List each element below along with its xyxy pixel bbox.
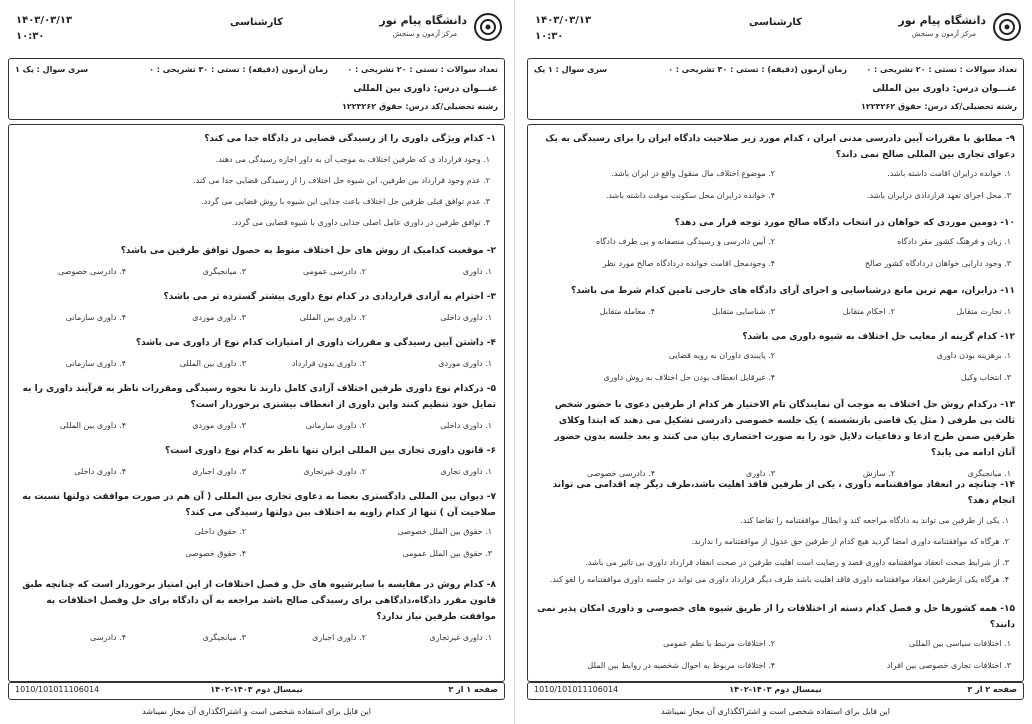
degree-level: کارشناسی: [230, 17, 283, 28]
page-number: صفحه ۱ از ۳: [448, 685, 498, 694]
question-text: ۴- داشتن آیین رسیدگی و مقررات داوری از امتیازات کدام نوع از داوری می باشد؟: [135, 338, 496, 348]
option-4[interactable]: ۴. غیرقابل انعطاف بودن حل اختلاف به روش داوری: [603, 373, 775, 382]
question-3: [17, 289, 496, 329]
option-1[interactable]: ۱. برهزینه بودن داوری: [936, 351, 1011, 360]
question-text: ۱۳- درکدام روش حل اختلاف به موجب آن نمایندگان تام الاختیار هر کدام از طرفین دعوی با حضور شخص ثالث بی طرفی ( مثل یک قاضی بازنشسته ) یک جلسه خصوصی دادرسی تشکیل می دهند که ابتدا وکلای طرفین ضمن طرح ادعا و دفاعیات دلایل خود را به صورت اختصاری بیان می کنند و بعد جلسه بدون حضور آنان ادامه می یابد؟: [554, 400, 1015, 458]
option-3[interactable]: ۳. انتخاب وکیل: [960, 373, 1011, 382]
university-name: دانشگاه پیام نور: [379, 14, 467, 27]
page-number: صفحه ۲ از ۳: [967, 685, 1017, 694]
questions-area: [527, 124, 1024, 682]
page-footer: [8, 682, 505, 700]
exam-page-2: [523, 6, 1028, 718]
questions-area: [8, 124, 505, 682]
copyright-notice: این فایل برای استفاده شخصی است و اشتراکگذاری آن مجاز نمیباشد: [661, 707, 890, 716]
question-4: [17, 335, 496, 375]
option-2[interactable]: ۲. عدم وجود قرارداد بین طرفین، این شیوه حل اختلاف را از رسیدگی قضایی جدا می کند.: [193, 176, 490, 185]
exam-date: ۱۴۰۳/۰۳/۱۳: [535, 15, 592, 26]
time-limit: زمان آزمون (دقیقه) : تستی : ۳۰ تشریحی : ۰: [149, 65, 328, 74]
option-2[interactable]: ۲. آیین دادرسی و رسیدگی منصفانه و بی طرف دادگاه: [595, 237, 775, 246]
page-footer: [527, 682, 1024, 700]
option-1[interactable]: ۱. تجارت متقابل: [956, 307, 1011, 316]
option-3[interactable]: ۳. داوری اجباری: [192, 467, 246, 476]
exam-code: 1010/101011106014: [15, 685, 100, 694]
question-text: ۱۱- درایران، مهم ترین مانع درشناسایی و اجرای آرای دادگاه های خارجی تامین کدام شرط می باشد؟: [570, 286, 1015, 296]
exam-page-1: [4, 6, 509, 718]
option-4[interactable]: ۴. داوری سازمانی: [65, 359, 126, 368]
option-1[interactable]: ۱. میانجیگری: [967, 469, 1011, 478]
option-2[interactable]: ۲. داوری غیرتجاری: [303, 467, 366, 476]
option-1[interactable]: ۱. یکی از طرفین می تواند به دادگاه مراجعه کند و ابطال موافقتنامه را تقاضا کند.: [740, 516, 1009, 525]
option-1[interactable]: ۱. اختلافات سیاسی بین المللی: [908, 639, 1011, 648]
question-text: ۱۵- همه کشورها حل و فصل کدام دسته از اختلافات را از طریق شیوه های خصوصی و داوری امکان پذیر نمی دانند؟: [537, 604, 1015, 630]
option-3[interactable]: ۳. میانجیگری: [202, 267, 246, 276]
question-8: [17, 577, 496, 649]
option-2[interactable]: ۲. احکام متقابل: [842, 307, 895, 316]
option-4[interactable]: ۴. داوری داخلی: [74, 467, 126, 476]
option-3[interactable]: ۳. داوری موردی: [192, 421, 246, 430]
page-header: [529, 10, 1022, 48]
page-divider: [514, 0, 515, 724]
question-text: ۱- کدام ویژگی داوری را از رسیدگی قضایی در دادگاه جدا می کند؟: [204, 134, 496, 144]
option-4[interactable]: ۴. داوری بین المللی: [59, 421, 126, 430]
series-number: سری سوال : ۱ یک: [534, 65, 608, 74]
exam-code: 1010/101011106014: [534, 685, 619, 694]
time-limit: زمان آزمون (دقیقه) : تستی : ۳۰ تشریحی : ۰: [668, 65, 847, 74]
option-3[interactable]: ۳. وجود دارایی خواهان دردادگاه کشور صالح: [864, 259, 1011, 268]
question-6: [17, 443, 496, 483]
option-2[interactable]: ۲. داوری بدون قرارداد: [291, 359, 366, 368]
option-4[interactable]: ۴. دادرسی: [90, 633, 126, 642]
question-text: ۱۴- چنانچه در انعقاد موافقتنامه داوری ، یکی از طرفین فاقد اهلیت باشد،طرف دیگر چه اقدامی می تواند انجام دهد؟: [552, 480, 1015, 506]
option-1[interactable]: ۱. داوری تجاری: [440, 467, 492, 476]
option-2[interactable]: ۲. حقوق داخلی: [194, 527, 246, 536]
exam-info-box: [527, 58, 1024, 120]
question-11: [536, 283, 1015, 323]
question-text: ۹- مطابق با مقررات آیین دادرسی مدنی ایران ، کدام مورد زیر صلاحیت دادگاه ایران را برای رسیدگی به یک دعوای تجاری بین المللی صالح نمی داند؟: [545, 134, 1015, 160]
page-header: [10, 10, 503, 48]
question-text: ۱۲- کدام گزینه از معایب حل اختلاف به شیوه داوری می باشد؟: [742, 332, 1015, 342]
option-3[interactable]: ۳. از شرایط صحت انعقاد موافقتنامه داوری قصد و رضایت است اهلیت طرفین در صحت انعقاد قرارداد داوری بی تاثیر می باشد.: [585, 558, 1009, 567]
question-9: [536, 131, 1015, 207]
series-number: سری سوال : یک ۱: [15, 65, 89, 74]
question-count: تعداد سوالات : تستی : ۲۰ تشریحی : ۰: [866, 65, 1017, 74]
option-2[interactable]: ۲. داوری سازمانی: [305, 421, 366, 430]
option-4[interactable]: ۴. خوانده درایران محل سکونت موقت داشته باشد.: [605, 191, 775, 200]
question-14: [536, 477, 1015, 587]
question-count: تعداد سوالات : تستی : ۲۰ تشریحی : ۰: [347, 65, 498, 74]
option-1[interactable]: ۱. حقوق بین الملل خصوصی: [397, 527, 492, 536]
option-4[interactable]: ۴. هرگاه یکی ازطرفین انعقاد موافقتنامه داوری فاقد اهلیت باشد طرف دیگر قرارداد داوری می تواند در جلسه داوری موافقتنامه را لغو کند.: [549, 575, 1009, 584]
degree-level: کارشناسی: [749, 17, 802, 28]
question-text: ۷- دیوان بین المللی دادگستری بعضا به دعاوی تجاری بین المللی ( آن هم در صورت موافقت دولتها نسبت به صلاحیت آن ) تنها از کدام زاویه به اختلاف بین دولتها رسیدگی می کند؟: [22, 492, 496, 518]
option-2[interactable]: ۲. دادرسی عمومی: [303, 267, 366, 276]
option-1[interactable]: ۱. زبان و فرهنگ کشور مقر دادگاه: [897, 237, 1011, 246]
option-1[interactable]: ۱. وجود قرارداد ی که طرفین اختلاف به موجب آن به داور اجازه رسیدگی می دهند.: [215, 155, 490, 164]
center-name: مرکز آزمون و سنجش: [911, 30, 976, 38]
option-2[interactable]: ۲. هرگاه که موافقتنامه داوری امضا گردید هیچ کدام از طرفین حق عدول از موافقتنامه را ندارند.: [691, 537, 1009, 546]
question-text: ۸- کدام روش در مقایسه با سایرشیوه های حل و فصل اختلافات از این امتیاز برخوردار است که چنانچه طبق قانون مقرر دادگاه،دادگاهی برای رسیدگی صالح باشد مراجعه به آن دادگاه برای حل وفصل اختلافات به موافقت طرفین نیاز ندارد؟: [22, 580, 496, 622]
option-3[interactable]: ۳. شناسایی متقابل: [712, 307, 775, 316]
question-5: [17, 381, 496, 437]
exam-time: ۱۰:۳۰: [535, 31, 564, 42]
center-name: مرکز آزمون و سنجش: [392, 30, 457, 38]
option-1[interactable]: ۱. داوری: [462, 267, 492, 276]
question-10: [536, 215, 1015, 275]
question-text: ۱۰- دومین موردی که خواهان در انتخاب دادگاه صالح مورد توجه قرار می دهد؟: [674, 218, 1015, 228]
question-7: [17, 489, 496, 565]
option-3[interactable]: ۳. میانجیگری: [202, 633, 246, 642]
copyright-notice: این فایل برای استفاده شخصی است و اشتراکگذاری آن مجاز نمیباشد: [142, 707, 371, 716]
question-text: ۶- قانون داوری تجاری بین المللی ایران تنها ناظر به کدام نوع داوری است؟: [164, 446, 496, 456]
option-2[interactable]: ۲. داوری بین المللی: [299, 313, 366, 322]
option-3[interactable]: ۳. داوری بین المللی: [179, 359, 246, 368]
option-4[interactable]: ۴. دادرسی خصوصی: [58, 267, 126, 276]
university-name: دانشگاه پیام نور: [898, 14, 986, 27]
option-4[interactable]: ۴. معامله متقابل: [599, 307, 655, 316]
question-text: ۳- احترام به آزادی قراردادی در کدام نوع داوری بیشتر گسترده تر می باشد؟: [163, 292, 496, 302]
option-2[interactable]: ۲. پایبندی داوران به رویه قضایی: [668, 351, 775, 360]
exam-date: ۱۴۰۳/۰۳/۱۳: [16, 15, 73, 26]
question-15: [536, 601, 1015, 677]
question-1: [17, 131, 496, 233]
option-2[interactable]: ۲. داوری اجباری: [312, 633, 366, 642]
option-2[interactable]: ۲. اختلافات مرتبط با نظم عمومی: [663, 639, 775, 648]
course-title: عنـــوان درس: داوری بین المللی: [353, 84, 498, 94]
option-1[interactable]: ۱. داوری داخلی: [440, 313, 492, 322]
question-text: ۲- موقعیت کدامیک از روش های حل اختلاف منوط به حصول توافق طرفین می باشد؟: [120, 246, 496, 256]
term-label: نیمسال دوم ۱۴۰۳-۱۴۰۲: [729, 685, 822, 694]
question-12: [536, 329, 1015, 389]
option-3[interactable]: ۳. حقوق بین الملل عمومی: [402, 549, 492, 558]
exam-info-box: [8, 58, 505, 120]
option-1[interactable]: ۱. داوری غیرتجاری: [429, 633, 492, 642]
option-1[interactable]: ۱. خوانده درایران اقامت داشته باشد.: [887, 169, 1011, 178]
option-2[interactable]: ۲. سازش: [862, 469, 895, 478]
option-3[interactable]: ۳. اختلافات تجاری خصوصی بین افراد: [886, 661, 1011, 670]
question-text: ۵- درکدام نوع داوری طرفین اختلاف آزادی کامل دارند تا نحوه رسیدگی ومقررات ناظر به فرآیند داوری را به تمایل خود تنظیم کنند واین داوری از انعطاف بیشتری برخوردار است؟: [22, 384, 496, 410]
option-3[interactable]: ۳. داوری موردی: [192, 313, 246, 322]
option-1[interactable]: ۱. داوری داخلی: [440, 421, 492, 430]
course-title: عنـــوان درس: داوری بین المللی: [872, 84, 1017, 94]
option-4[interactable]: ۴. وجودمحل اقامت خوانده دردادگاه صالح مورد نظر: [602, 259, 775, 268]
option-3[interactable]: ۳. عدم توافق قبلی طرفین حل اختلاف باعث جدایی این شیوه با روش قضایی می گردد.: [201, 197, 490, 206]
option-3[interactable]: ۳. محل اجرای تعهد قراردادی درایران باشد.: [866, 191, 1011, 200]
term-label: نیمسال دوم ۱۴۰۳-۱۴۰۲: [210, 685, 303, 694]
option-4[interactable]: ۴. داوری سازمانی: [65, 313, 126, 322]
option-4[interactable]: ۴. دادرسی خصوصی: [587, 469, 655, 478]
option-4[interactable]: ۴. حقوق خصوصی: [185, 549, 246, 558]
option-1[interactable]: ۱. داوری موردی: [438, 359, 492, 368]
question-13: [536, 397, 1015, 485]
exam-time: ۱۰:۳۰: [16, 31, 45, 42]
option-4[interactable]: ۴. اختلافات مربوط به احوال شخصیه در روابط بین الملل: [587, 661, 775, 670]
option-4[interactable]: ۴. توافق طرفین در داوری عامل اصلی جدایی داوری با شیوه قضایی می گردد.: [231, 218, 490, 227]
question-2: [17, 243, 496, 283]
option-2[interactable]: ۲. موضوع اختلاف مال منقول واقع در ایران باشد.: [611, 169, 775, 178]
course-code: رشته تحصیلی/کد درس: حقوق ۱۲۲۳۲۶۲: [860, 102, 1017, 111]
course-code: رشته تحصیلی/کد درس: حقوق ۱۲۲۳۲۶۲: [341, 102, 498, 111]
option-3[interactable]: ۳. داوری: [745, 469, 775, 478]
